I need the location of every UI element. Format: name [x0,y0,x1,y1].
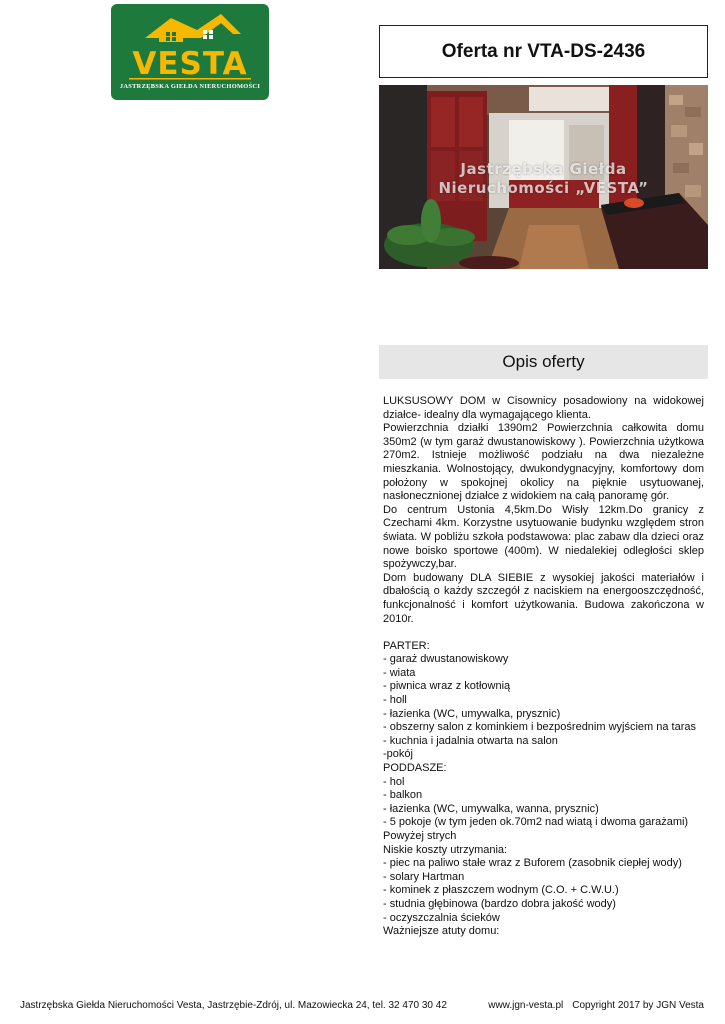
footer-right [488,1000,704,1011]
description-line: -pokój [383,748,413,761]
description-line: Niskie koszty utrzymania: [383,843,508,856]
description-line: - łazienka (WC, umywalka, prysznic) [383,707,561,720]
property-photo [379,85,708,269]
watermark-line-2: Nieruchomości „VESTA” [438,179,649,197]
description-line: Ważniejsze atuty domu: [383,925,500,938]
description-line: - kuchnia i jadalnia otwarta na salon [383,734,558,747]
paragraph-spacer [383,626,704,640]
logo-brand: VESTA [132,46,248,82]
watermark-line-1: Jastrzębska Giełda [460,160,627,178]
description-paragraph: Do centrum Ustonia 4,5km.Do Wisły 12km.Do granicy z Czechami 4km. Korzystne usytuowanie budynku względem stron świata. W pobliżu szkoła podstawowa: plac zabaw dla dzieci oraz nowe boisko sportowe (400m). W niedalekiej odległości sklep spożywczy,bar. [383,503,704,571]
offer-title-box [379,25,708,78]
footer-address: Jastrzębska Giełda Nieruchomości Vesta, Jastrzębie-Zdrój, ul. Mazowiecka 24, tel. 32 470 30 42 [20,1000,447,1011]
section-title: Opis oferty [502,352,585,371]
description-line: - studnia głębinowa (bardzo dobra jakość wody) [383,897,616,910]
description-paragraph: Dom budowany DLA SIEBIE z wysokiej jakości materiałów i dbałością o każdy szczegół z naciskiem na energooszczędność, funkcjonalność i komfort użytkowania. Budowa zakończona w 2010r. [383,571,704,625]
description-line: - holl [383,694,407,707]
description-line: - łazienka (WC, umywalka, wanna, prysznic) [383,802,599,815]
description-line: - solary Hartman [383,870,465,883]
description-line: - 5 pokoje (w tym jeden ok.70m2 nad wiatą i dwoma garażami) [383,816,689,829]
footer-copyright: Copyright 2017 by JGN Vesta [572,1000,704,1011]
description-line: - obszerny salon z kominkiem i bezpośrednim wyjściem na taras [383,721,697,734]
description-line: - garaż dwustanowiskowy [383,653,509,666]
description-paragraph: Powierzchnia działki 1390m2 Powierzchnia całkowita domu 350m2 (w tym garaż dwustanowiskowy ). Powierzchnia użytkowa 270m2. Istnieje możliwość podziału na dwa niezależne mieszkania. Wolnostojący, dwukondygnacyjny, komfortowy dom położony w spokojnej okolicy na pięknie usytuowanej, nasłonecznionej działce z widokiem na całą panoramę gór. [383,422,704,503]
description-line: PODDASZE: [383,762,447,775]
footer-website-link[interactable]: www.jgn-vesta.pl [488,1000,564,1011]
company-logo [111,4,269,100]
photo-watermark [379,160,708,198]
description-line: PARTER: [383,639,430,652]
description-header [379,345,708,379]
description-line: - piwnica wraz z kotłownią [383,680,511,693]
description-line: Powyżej strych [383,830,457,842]
description-line: - piec na paliwo stałe wraz z Buforem (zasobnik ciepłej wody) [383,857,682,870]
description-line: - kominek z płaszczem wodnym (C.O. + C.W.U.) [383,884,619,897]
description-line: - oczyszczalnia ścieków [383,911,500,924]
description-line: - balkon [383,789,423,802]
logo-subtitle: JASTRZĘBSKA GIEŁDA NIERUCHOMOŚCI [119,83,261,90]
offer-title: Oferta nr VTA-DS-2436 [441,40,646,62]
description-line: - wiata [383,666,416,679]
description-line: - hol [383,775,405,788]
offer-description [383,395,704,939]
description-paragraph: LUKSUSOWY DOM w Cisownicy posadowiony na widokowej działce- idealny dla wymagającego klienta. [383,395,704,421]
